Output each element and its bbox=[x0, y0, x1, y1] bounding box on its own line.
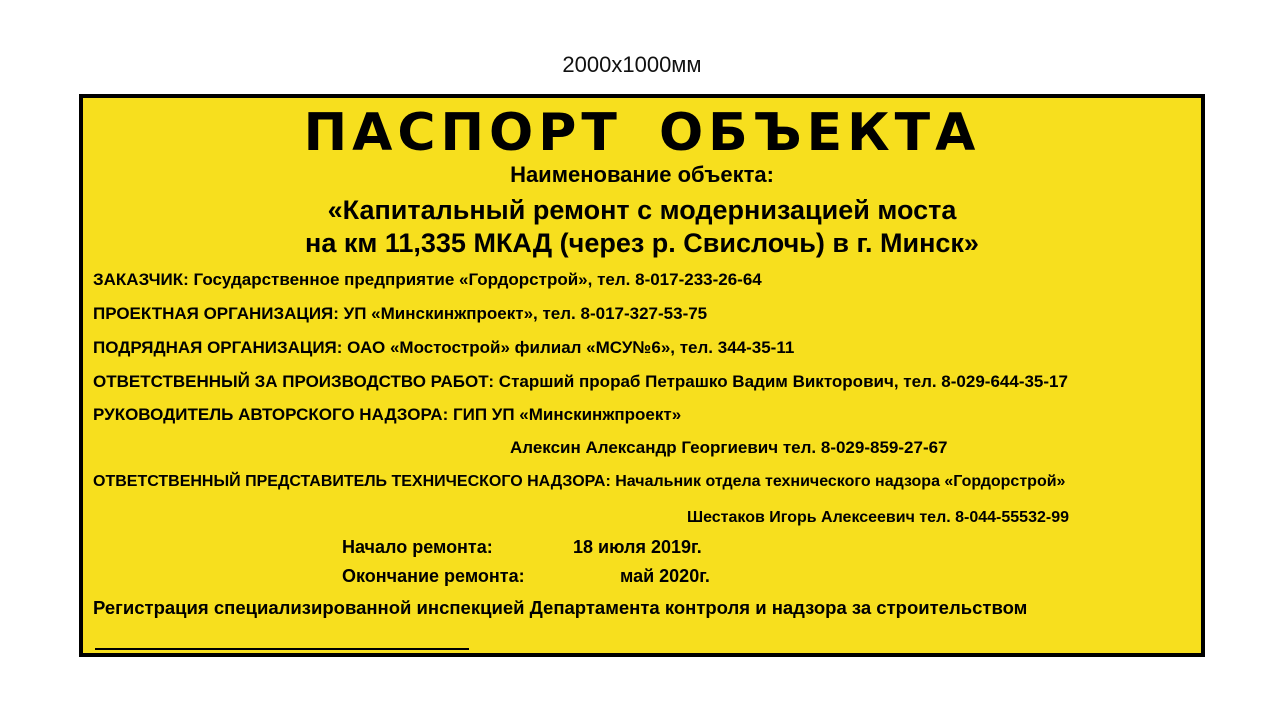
author-supervision-person: Алексин Александр Георгиевич тел. 8-029-859-27-67 bbox=[510, 438, 948, 457]
responsible-works-label: ОТВЕТСТВЕННЫЙ ЗА ПРОИЗВОДСТВО РАБОТ: bbox=[93, 372, 495, 391]
tech-supervision-row bbox=[93, 471, 1065, 493]
end-value: май 2020г. bbox=[620, 566, 710, 586]
end-label: Окончание ремонта: bbox=[342, 566, 525, 586]
sign-title: ПАСПОРТ ОБЪЕКТА bbox=[303, 103, 981, 163]
design-org-row bbox=[93, 303, 707, 325]
customer-value: Государственное предприятие «Гордорстрой», тел. 8-017-233-26-64 bbox=[193, 270, 762, 289]
size-caption: 2000x1000мм bbox=[562, 52, 702, 77]
author-supervision-label: РУКОВОДИТЕЛЬ АВТОРСКОГО НАДЗОРА: bbox=[93, 405, 449, 424]
start-value: 18 июля 2019г. bbox=[573, 537, 702, 557]
object-passport-sign bbox=[79, 94, 1205, 657]
customer-row bbox=[93, 269, 762, 291]
responsible-works-row bbox=[93, 371, 1068, 393]
signature-line bbox=[95, 648, 469, 650]
registration-text: Регистрация специализированной инспекцией Департамента контроля и надзора за строительством bbox=[93, 597, 1028, 618]
start-label: Начало ремонта: bbox=[342, 537, 493, 557]
tech-supervision-person: Шестаков Игорь Алексеевич тел. 8-044-55532-99 bbox=[687, 509, 1069, 526]
object-name-line2: на км 11,335 МКАД (через р. Свислочь) в г. Минск» bbox=[305, 228, 979, 258]
tech-supervision-value: Начальник отдела технического надзора «Гордорстрой» bbox=[615, 473, 1066, 490]
author-supervision-row bbox=[93, 404, 681, 426]
design-org-value: УП «Минскинжпроект», тел. 8-017-327-53-75 bbox=[343, 304, 708, 323]
sign-subtitle: Наименование объекта: bbox=[510, 162, 774, 187]
contractor-value: ОАО «Мостострой» филиал «МСУ№6», тел. 344-35-11 bbox=[347, 338, 795, 357]
tech-supervision-label: ОТВЕТСТВЕННЫЙ ПРЕДСТАВИТЕЛЬ ТЕХНИЧЕСКОГО НАДЗОРА: bbox=[93, 473, 611, 490]
responsible-works-value: Старший прораб Петрашко Вадим Викторович, тел. 8-029-644-35-17 bbox=[498, 372, 1068, 391]
object-name bbox=[83, 194, 1201, 260]
object-name-line1: «Капитальный ремонт с модернизацией моста bbox=[327, 195, 957, 225]
author-supervision-value: ГИП УП «Минскинжпроект» bbox=[452, 405, 682, 424]
design-org-label: ПРОЕКТНАЯ ОРГАНИЗАЦИЯ: bbox=[93, 304, 339, 323]
contractor-row bbox=[93, 337, 794, 359]
customer-label: ЗАКАЗЧИК: bbox=[93, 270, 189, 289]
contractor-label: ПОДРЯДНАЯ ОРГАНИЗАЦИЯ: bbox=[93, 338, 343, 357]
